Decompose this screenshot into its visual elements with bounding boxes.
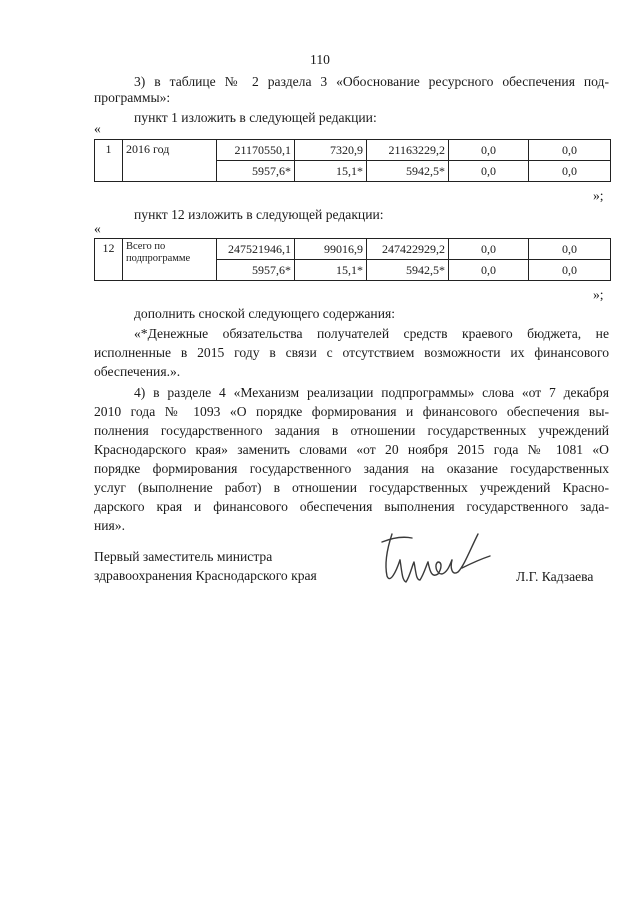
- table-row: [95, 239, 611, 260]
- table-cell: 0,0: [449, 260, 529, 281]
- table-cell: 247422929,2: [367, 239, 449, 260]
- table2-row-label: Всего по подпрограмме: [123, 239, 217, 281]
- table2-quote-open: «: [94, 221, 101, 236]
- table-cell: 0,0: [449, 239, 529, 260]
- item4-line5: порядке формирования государственного задания на оказание государственных: [94, 461, 609, 476]
- table-cell: 5957,6*: [217, 161, 295, 182]
- table-cell: 5942,5*: [367, 260, 449, 281]
- item3-line1: 3) в таблице № 2 раздела 3 «Обоснование ресурсного обеспечения под-: [134, 74, 609, 89]
- item3-line2: программы»:: [94, 90, 171, 105]
- punkt1-intro: пункт 1 изложить в следующей редакции:: [134, 110, 377, 125]
- table-cell: 5942,5*: [367, 161, 449, 182]
- table1-row-label: 2016 год: [123, 140, 217, 182]
- table-cell: 0,0: [529, 239, 611, 260]
- table2-row-number: 12: [95, 239, 123, 281]
- table2: [94, 238, 611, 281]
- table-cell: 21170550,1: [217, 140, 295, 161]
- table-cell: 15,1*: [295, 161, 367, 182]
- footnote-line3: обеспечения.».: [94, 364, 181, 379]
- table-cell: 5957,6*: [217, 260, 295, 281]
- table-row: [95, 140, 611, 161]
- table-cell: 0,0: [529, 140, 611, 161]
- table-cell: 21163229,2: [367, 140, 449, 161]
- signature-position-line1: Первый заместитель министра: [94, 549, 273, 564]
- signature-position-line2: здравоохранения Краснодарского края: [94, 568, 317, 583]
- item4-line7: дарского края и финансового обеспечения выполнения государственного зада-: [94, 499, 609, 514]
- handwritten-signature: [378, 528, 498, 590]
- table1-quote-close: »;: [593, 188, 604, 203]
- table2-quote-close: »;: [593, 287, 604, 302]
- item4-line2: 2010 года № 1093 «О порядке формирования и финансового обеспечения вы-: [94, 404, 609, 419]
- table-cell: 7320,9: [295, 140, 367, 161]
- table-cell: 247521946,1: [217, 239, 295, 260]
- table-cell: 0,0: [449, 140, 529, 161]
- table-cell: 99016,9: [295, 239, 367, 260]
- footnote-line2: исполненные в 2015 году в связи с отсутствием возможности их финансового: [94, 345, 609, 360]
- punkt12-intro: пункт 12 изложить в следующей редакции:: [134, 207, 384, 222]
- table-cell: 0,0: [529, 260, 611, 281]
- footnote-intro: дополнить сноской следующего содержания:: [134, 306, 396, 321]
- table1: [94, 139, 611, 182]
- table1-row-number: 1: [95, 140, 123, 182]
- item4-line8: ния».: [94, 518, 125, 533]
- item4-line4: Краснодарского края» заменить словами «от 20 ноября 2015 года № 1081 «О: [94, 442, 609, 457]
- signature-name: Л.Г. Кадзаева: [516, 569, 594, 584]
- item4-line1: 4) в разделе 4 «Механизм реализации подпрограммы» слова «от 7 декабря: [134, 385, 609, 400]
- table-cell: 15,1*: [295, 260, 367, 281]
- footnote-line1: «*Денежные обязательства получателей средств краевого бюджета, не: [134, 326, 609, 341]
- item4-line3: полнения государственного задания в отношении государственных учреждений: [94, 423, 609, 438]
- item4-line6: услуг (выполнение работ) в отношении государственных учреждений Красно-: [94, 480, 609, 495]
- table-cell: 0,0: [449, 161, 529, 182]
- table1-quote-open: «: [94, 121, 101, 136]
- table-cell: 0,0: [529, 161, 611, 182]
- page-number: 110: [310, 52, 330, 67]
